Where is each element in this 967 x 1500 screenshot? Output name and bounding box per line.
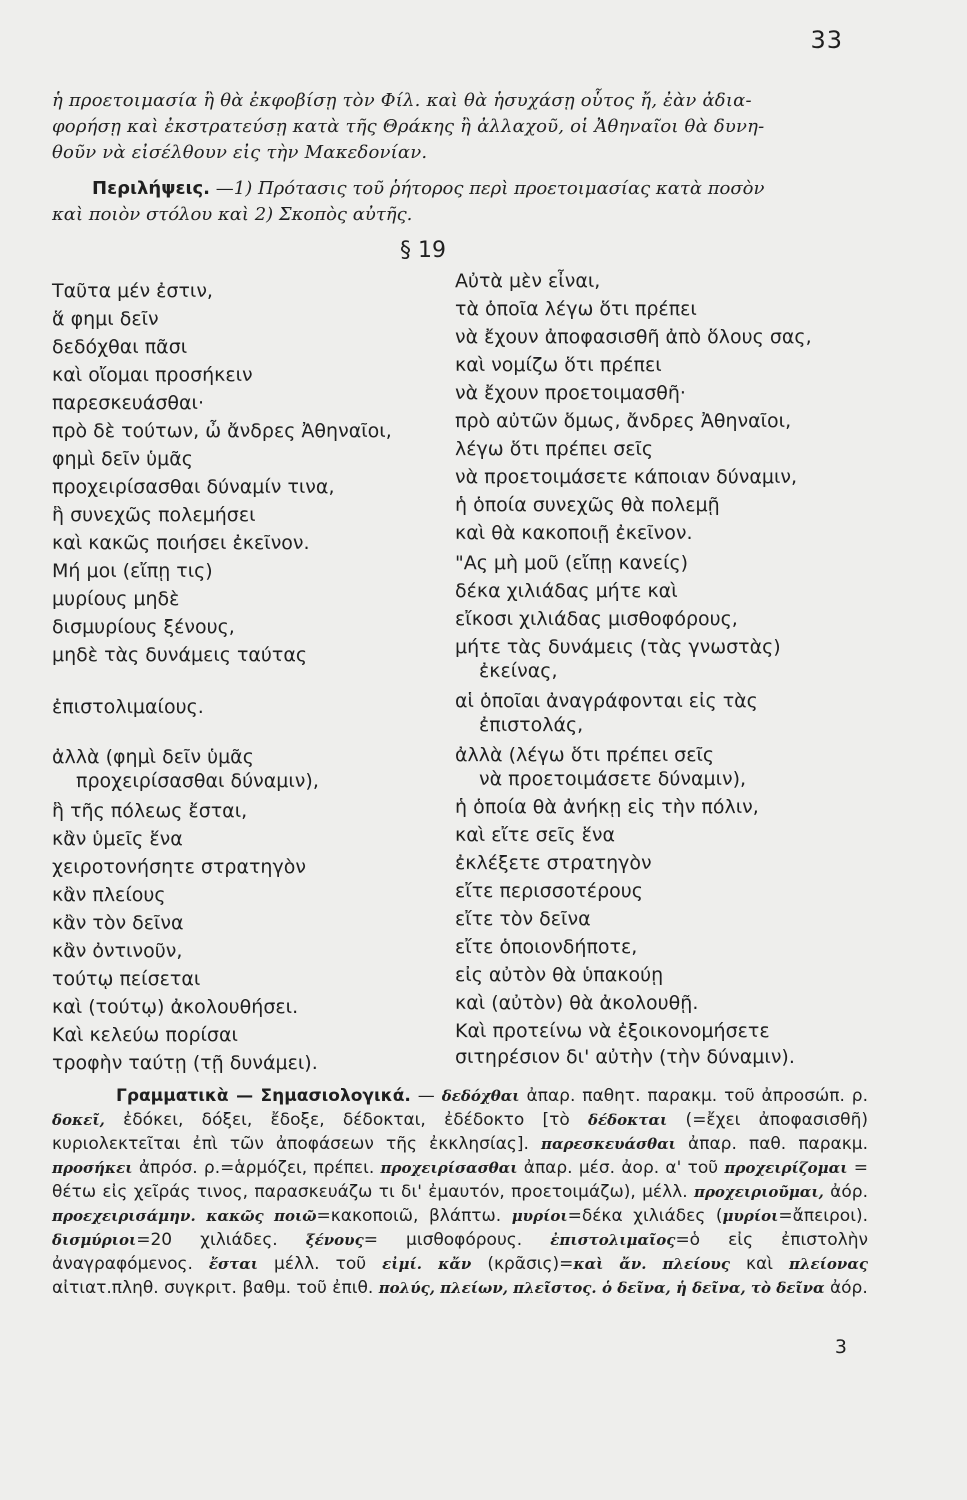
glossary-term: πολύς, πλείων, πλεῖστος.	[378, 1279, 597, 1297]
glossary-title: Γραμματικὰ — Σημασιολογικά.	[116, 1086, 411, 1106]
glossary-text: =δέκα χιλιάδες (	[567, 1206, 723, 1226]
original-line: ἣ συνεχῶς πολεμήσει	[52, 504, 256, 526]
original-line: ἀλλὰ (φημὶ δεῖν ὑμᾶς	[52, 746, 254, 768]
original-line: Μή μοι (εἴπῃ τις)	[52, 560, 213, 582]
translation-line: νὰ ἔχουν προετοιμασθῆ·	[455, 382, 686, 404]
translation-line: ἐκείνας,	[479, 660, 558, 682]
glossary-text: μέλλ. τοῦ	[258, 1254, 383, 1274]
glossary-text: ἀόρ.	[824, 1278, 868, 1298]
glossary-term: προχειριοῦμαι,	[693, 1183, 824, 1201]
glossary-text: ἀόρ.	[823, 1182, 868, 1202]
glossary-text: ἀπρόσ. ρ.=ἁρμόζει, πρέπει.	[132, 1158, 381, 1178]
translation-line: καὶ νομίζω ὅτι πρέπει	[455, 354, 662, 376]
translation-line: νὰ προετοιμάσετε κάποιαν δύναμιν,	[455, 466, 798, 488]
glossary-term: ξένους	[305, 1231, 364, 1249]
glossary-term: παρεσκευάσθαι	[541, 1135, 676, 1153]
glossary-text: =ὁ εἰς ἐπιστολὴν ἀναγραφόμενος.	[52, 1230, 868, 1274]
translation-line: ἐπιστολάς,	[479, 714, 584, 736]
original-line: χειροτονήσητε στρατηγὸν	[52, 856, 306, 878]
glossary-term: δεδόχθαι	[441, 1087, 520, 1105]
intro-line: ἡ προετοιμασία ἢ θὰ ἐκφοβίσῃ τὸν Φίλ. καὶ θὰ ἡσυχάσῃ οὗτος ἤ, ἐὰν ἀδια-	[52, 90, 752, 111]
intro-paragraph	[52, 88, 852, 166]
original-line: καὶ (τούτῳ) ἀκολουθήσει.	[52, 996, 299, 1018]
glossary-term: ἔσται	[208, 1255, 258, 1273]
translation-line: εἴτε ὁποιονδήποτε,	[455, 936, 638, 958]
glossary-text: καὶ	[729, 1254, 790, 1274]
glossary-term: καὶ ἄν.	[573, 1255, 647, 1273]
translation-line: εἴτε περισσοτέρους	[455, 880, 643, 902]
page-number: 33	[810, 26, 843, 54]
original-line: καὶ οἴομαι προσήκειν	[52, 364, 253, 386]
glossary-term: πλείους	[662, 1255, 730, 1273]
glossary-text: ἐδόκει, δόξει, ἔδοξε, δέδοκται, ἐδέδοκτο [τὸ	[104, 1110, 589, 1130]
original-line: μυρίους μηδὲ	[52, 588, 180, 610]
glossary-text	[196, 1206, 207, 1226]
glossary-text: =20 χιλιάδες.	[136, 1230, 306, 1250]
translation-line: νὰ ἔχουν ἀποφασισθῆ ἀπὸ ὅλους σας,	[455, 326, 812, 348]
original-line: Καὶ κελεύω πορίσαι	[52, 1024, 238, 1046]
glossary-text: =ἄπειροι).	[778, 1206, 868, 1226]
glossary-term: κἄν	[438, 1255, 472, 1273]
glossary-text: ἀπαρ. παθ. παρακμ.	[675, 1134, 868, 1154]
glossary-text: (κρᾶσις)=	[471, 1254, 574, 1274]
translation-line: εἰς αὐτὸν θὰ ὑπακούῃ	[455, 964, 664, 986]
original-line: κἂν πλείους	[52, 884, 166, 906]
glossary-text: (=ἔχει ἀποφασισθῆ) κυριολεκτεῖται ἐπὶ τῶν ἀποφάσεων τῆς ἐκκλησίας].	[52, 1110, 868, 1154]
translation-line: ἡ ὁποία συνεχῶς θὰ πολεμῇ	[455, 494, 720, 516]
original-line: προχειρίσασθαι δύναμιν),	[76, 770, 319, 792]
intro-line: θοῦν νὰ εἰσέλθουν εἰς τὴν Μακεδονίαν.	[52, 142, 428, 163]
translation-line: ἡ ὁποία θὰ ἀνήκῃ εἰς τὴν πόλιν,	[455, 796, 759, 818]
translation-line: τὰ ὁποῖα λέγω ὅτι πρέπει	[455, 298, 697, 320]
translation-line: "Ας μὴ μοῦ (εἴπῃ κανείς)	[455, 552, 689, 574]
glossary-term: δέδοκται	[588, 1111, 668, 1129]
original-line: κἂν ὑμεῖς ἕνα	[52, 828, 183, 850]
glossary-term: κακῶς ποιῶ	[206, 1207, 317, 1225]
translation-line: λέγω ὅτι πρέπει σεῖς	[455, 438, 654, 460]
original-line: πρὸ δὲ τούτων, ὦ ἄνδρες Ἀθηναῖοι,	[52, 420, 392, 442]
glossary-term: προχειρίσασθαι	[380, 1159, 518, 1177]
summary-text-line2: καὶ ποιὸν στόλου καὶ 2) Σκοπὸς αὐτῆς.	[52, 204, 413, 225]
translation-line: νὰ προετοιμάσετε δύναμιν),	[479, 768, 747, 790]
glossary-term: προεχειρισάμην.	[52, 1207, 196, 1225]
glossary-term: εἰμί.	[382, 1255, 423, 1273]
signature-number: 3	[834, 1336, 847, 1358]
translation-line: σιτηρέσιον δι' αὐτὴν (τὴν δύναμιν).	[455, 1046, 795, 1068]
glossary-paragraph	[52, 1084, 868, 1300]
translation-line: δέκα χιλιάδας μήτε καὶ	[455, 580, 678, 602]
original-line: ἅ φημι δεῖν	[52, 308, 159, 330]
original-line: δισμυρίους ξένους,	[52, 616, 235, 638]
glossary-term: πλείονας	[789, 1255, 869, 1273]
original-line: προχειρίσασθαι δύναμίν τινα,	[52, 476, 335, 498]
summary-paragraph	[52, 176, 862, 228]
section-heading: § 19	[400, 238, 446, 263]
translation-line: Καὶ προτείνω νὰ ἐξοικονομήσετε	[455, 1020, 770, 1042]
glossary-text: —	[410, 1086, 442, 1106]
original-line: φημὶ δεῖν ὑμᾶς	[52, 448, 193, 470]
glossary-term: προσήκει	[52, 1159, 133, 1177]
glossary-text: ἀπαρ. μέσ. ἀορ. α' τοῦ	[517, 1158, 725, 1178]
translation-line: ἀλλὰ (λέγω ὅτι πρέπει σεῖς	[455, 744, 715, 766]
translation-line: αἱ ὁποῖαι ἀναγράφονται εἰς τὰς	[455, 690, 758, 712]
glossary-text: = θέτω εἰς χεῖράς τινος, παρασκευάζω τι δι' ἐμαυτόν, προετοιμάζω), μέλλ.	[52, 1158, 868, 1202]
glossary-term: ἐπιστολιμαῖος	[550, 1231, 676, 1249]
original-line: καὶ κακῶς ποιήσει ἐκεῖνον.	[52, 532, 310, 554]
translation-line: ἐκλέξετε στρατηγὸν	[455, 852, 652, 874]
original-line: κἂν τὸν δεῖνα	[52, 912, 184, 934]
glossary-text: = μισθοφόρους.	[363, 1230, 551, 1250]
translation-line: Αὐτὰ μὲν εἶναι,	[455, 270, 601, 292]
translation-line: καὶ θὰ κακοποιῇ ἐκεῖνον.	[455, 522, 693, 544]
summary-label: Περιλήψεις.	[92, 178, 211, 199]
translation-line: εἴτε τὸν δεῖνα	[455, 908, 591, 930]
original-line: κἂν ὀντινοῦν,	[52, 940, 183, 962]
glossary-term: δισμύριοι	[52, 1231, 137, 1249]
translation-line: καὶ (αὐτὸν) θὰ ἀκολουθῇ.	[455, 992, 699, 1014]
glossary-text	[646, 1254, 662, 1274]
glossary-text: ἀπαρ. παθητ. παρακμ. τοῦ ἀπροσώπ. ρ.	[519, 1086, 868, 1106]
glossary-term: ὁ δεῖνα, ἡ δεῖνα, τὸ δεῖνα	[601, 1279, 825, 1297]
summary-text-line1: —1) Πρότασις τοῦ ῥήτορος περὶ προετοιμασίας κατὰ ποσὸν	[210, 178, 765, 199]
glossary-text	[422, 1254, 438, 1274]
original-line: Ταῦτα μέν ἐστιν,	[52, 280, 213, 302]
original-line: τούτῳ πείσεται	[52, 968, 201, 990]
original-line: ἐπιστολιμαίους.	[52, 696, 204, 718]
glossary-term: μυρίοι	[722, 1207, 779, 1225]
translation-line: πρὸ αὐτῶν ὅμως, ἄνδρες Ἀθηναῖοι,	[455, 410, 792, 432]
glossary-text: =κακοποιῶ, βλάπτω.	[316, 1206, 512, 1226]
translation-line: μήτε τὰς δυνάμεις (τὰς γνωστὰς)	[455, 636, 781, 658]
translation-line: εἴκοσι χιλιάδας μισθοφόρους,	[455, 608, 738, 630]
translation-line: καὶ εἴτε σεῖς ἕνα	[455, 824, 615, 846]
original-line: δεδόχθαι πᾶσι	[52, 336, 188, 358]
original-line: μηδὲ τὰς δυνάμεις ταύτας	[52, 644, 308, 666]
glossary-term: δοκεῖ,	[52, 1111, 105, 1129]
original-line: παρεσκευάσθαι·	[52, 392, 204, 414]
original-line: τροφὴν ταύτῃ (τῇ δυνάμει).	[52, 1052, 318, 1074]
glossary-term: μυρίοι	[511, 1207, 568, 1225]
glossary-term: προχειρίζομαι	[724, 1159, 848, 1177]
intro-line: φορήσῃ καὶ ἐκστρατεύσῃ κατὰ τῆς Θράκης ἢ ἀλλαχοῦ, οἱ Ἀθηναῖοι θὰ δυνη-	[52, 116, 765, 137]
glossary-notes	[52, 1084, 868, 1300]
glossary-text: αἰτιατ.πληθ. συγκριτ. βαθμ. τοῦ ἐπιθ.	[52, 1278, 379, 1298]
original-line: ἣ τῆς πόλεως ἔσται,	[52, 800, 248, 822]
